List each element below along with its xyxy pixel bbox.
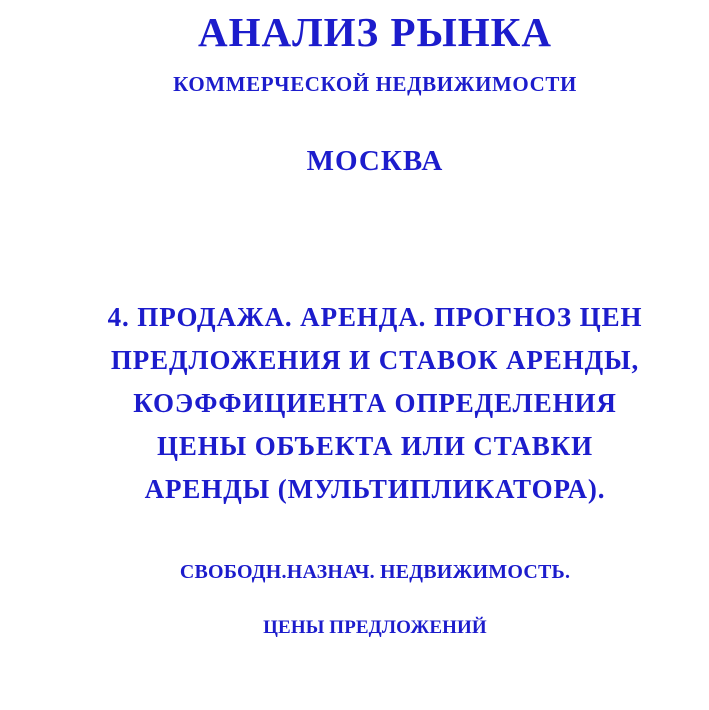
section-heading-line: КОЭФФИЦИЕНТА ОПРЕДЕЛЕНИЯ bbox=[133, 388, 617, 418]
subcategory-heading: ЦЕНЫ ПРЕДЛОЖЕНИЙ bbox=[263, 617, 487, 638]
document-subtitle: КОММЕРЧЕСКОЙ НЕДВИЖИМОСТИ bbox=[173, 72, 577, 96]
section-heading-line: ПРЕДЛОЖЕНИЯ И СТАВОК АРЕНДЫ, bbox=[110, 345, 640, 375]
document-title: АНАЛИЗ РЫНКА bbox=[198, 9, 552, 55]
section-heading bbox=[0, 296, 709, 511]
section-heading-line: ЦЕНЫ ОБЪЕКТА ИЛИ СТАВКИ bbox=[156, 431, 594, 461]
section-heading-line: 4. ПРОДАЖА. АРЕНДА. ПРОГНОЗ ЦЕН bbox=[107, 302, 643, 332]
category-heading: СВОБОДН.НАЗНАЧ. НЕДВИЖИМОСТЬ. bbox=[179, 561, 571, 583]
section-heading-line: АРЕНДЫ (МУЛЬТИПЛИКАТОРА). bbox=[144, 474, 606, 504]
city-heading: МОСКВА bbox=[306, 145, 444, 177]
